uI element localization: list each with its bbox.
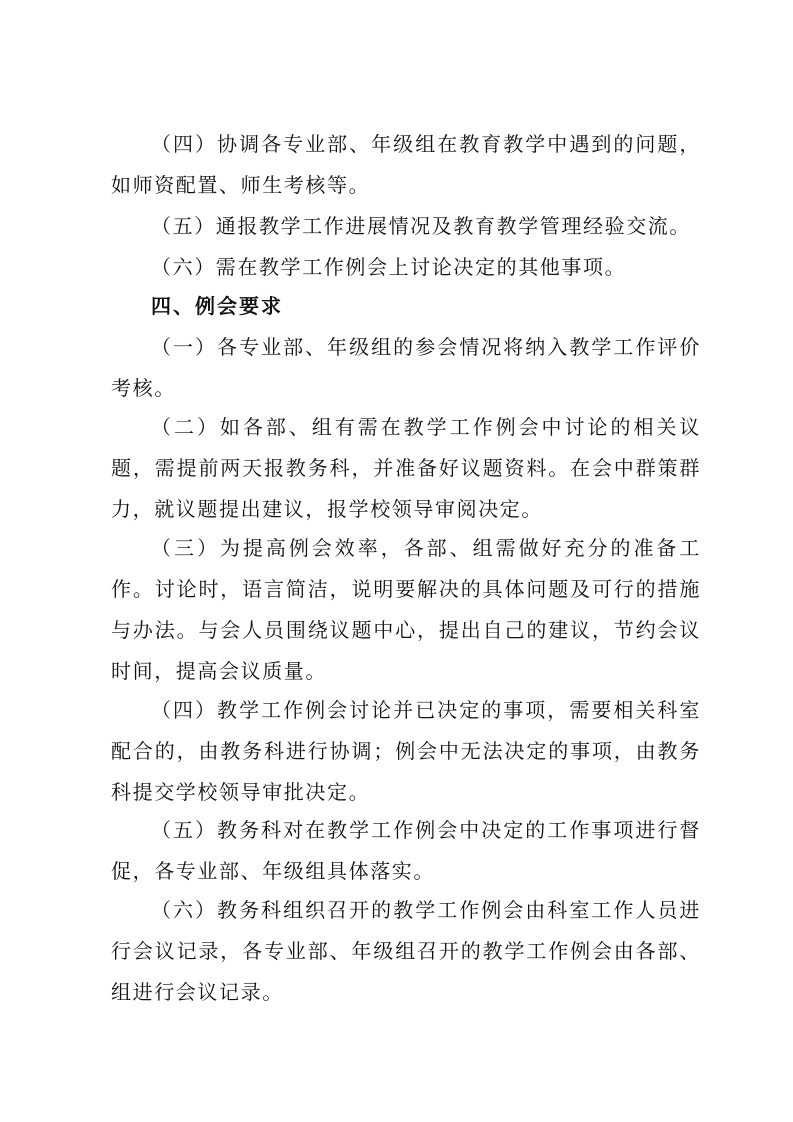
- requirement-item-6: （六）教务科组织召开的教学工作例会由科室工作人员进行会议记录，各专业部、年级组召开的教学工作例会由各部、组进行会议记录。: [111, 898, 701, 1004]
- section-heading-meeting-requirements: 四、例会要求: [151, 294, 283, 318]
- paragraph-item-6-other-matters: （六）需在教学工作例会上讨论决定的其他事项。: [151, 255, 627, 279]
- requirement-item-1: （一）各专业部、年级组的参会情况将纳入教学工作评价考核。: [111, 335, 701, 400]
- requirement-item-3: （三）为提高例会效率，各部、组需做好充分的准备工作。讨论时，语言简洁，说明要解决的具体问题及可行的措施与办法。与会人员围绕议题中心，提出自己的建议，节约会议时间，提高会议质量。: [111, 536, 701, 683]
- paragraph-item-4-coordination: （四）协调各专业部、年级组在教育教学中遇到的问题，如师资配置、师生考核等。: [111, 132, 701, 197]
- paragraph-item-5-report: （五）通报教学工作进展情况及教育教学管理经验交流。: [151, 214, 691, 238]
- requirement-item-4: （四）教学工作例会讨论并已决定的事项，需要相关科室配合的，由教务科进行协调；例会中无法决定的事项，由教务科提交学校领导审批决定。: [111, 698, 701, 804]
- requirement-item-2: （二）如各部、组有需在教学工作例会中讨论的相关议题，需提前两天报教务科，并准备好议题资料。在会中群策群力，就议题提出建议，报学校领导审阅决定。: [111, 415, 701, 521]
- requirement-item-5: （五）教务科对在教学工作例会中决定的工作事项进行督促，各专业部、年级组具体落实。: [111, 818, 701, 883]
